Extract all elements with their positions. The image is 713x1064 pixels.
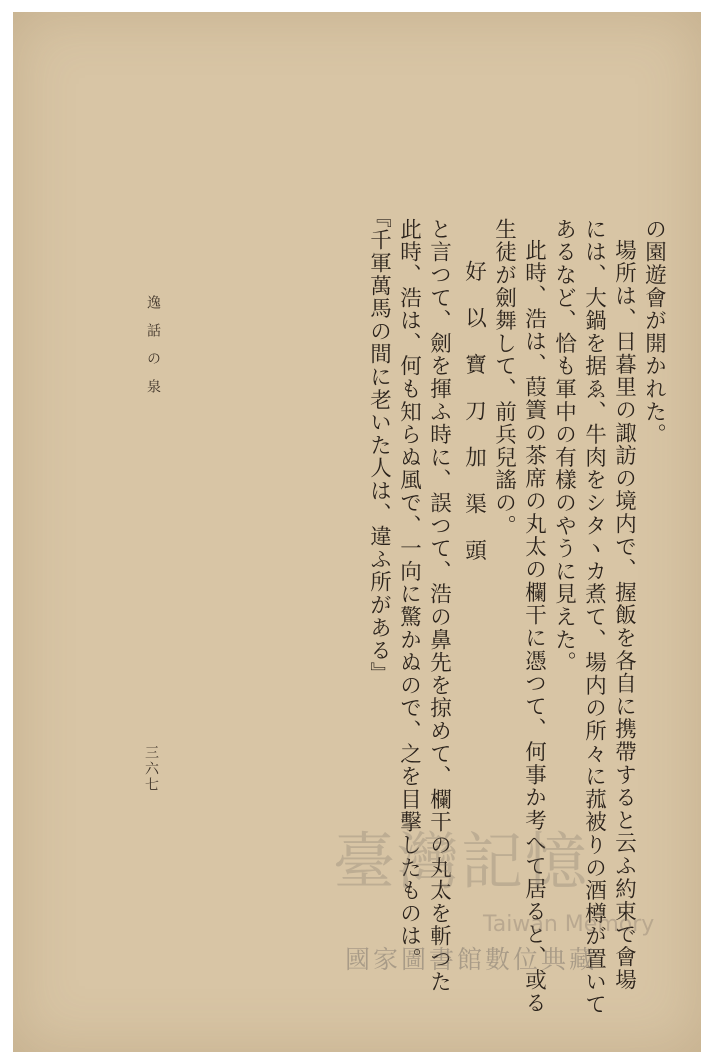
watermark-english: Taiwan Memory [483,912,655,937]
text-column-2: 場所は、日暮里の諏訪の境内で、握飯を各自に携帶すると云ふ約束で會場 [611,239,637,992]
watermark-chinese: 國家圖書館數位典藏 [345,945,598,974]
text-column-10: 『千軍萬馬の間に老いた人は、違ふ所がある』 [366,206,392,685]
text-column-8: と言つて、劍を揮ふ時に、誤つて、浩の鼻先を掠めて、欄干の丸太を斬つた [426,218,452,994]
page-number: 三六七 [143,745,159,793]
text-column-1: の園遊會が開かれた。 [641,218,667,446]
text-column-4: あるなど、恰も軍中の有樣のやうに見えた。 [551,218,577,674]
text-column-6: 生徒が劍舞して、前兵兒謠の。 [491,218,517,538]
watermark-logo: 臺灣記憶 [333,825,590,898]
text-column-9: 此時、浩は、何も知らぬ風で、一向に驚かぬので、之を目擊したものは。 [396,218,422,971]
text-column-5: 此時、浩は、葭簀の茶席の丸太の欄干に憑つて、何事か考へて居ると、或る [521,239,547,1015]
book-page [13,12,701,1052]
running-header: 逸話の泉 [145,295,161,407]
text-column-7-kanbun: 好 以 寶 刀 加 渠 頭 [461,260,487,561]
text-column-3: には、大鍋を据ゑ、牛肉をシタヽカ煮て、場内の所々に菰被りの酒樽が置いて [581,218,607,1016]
